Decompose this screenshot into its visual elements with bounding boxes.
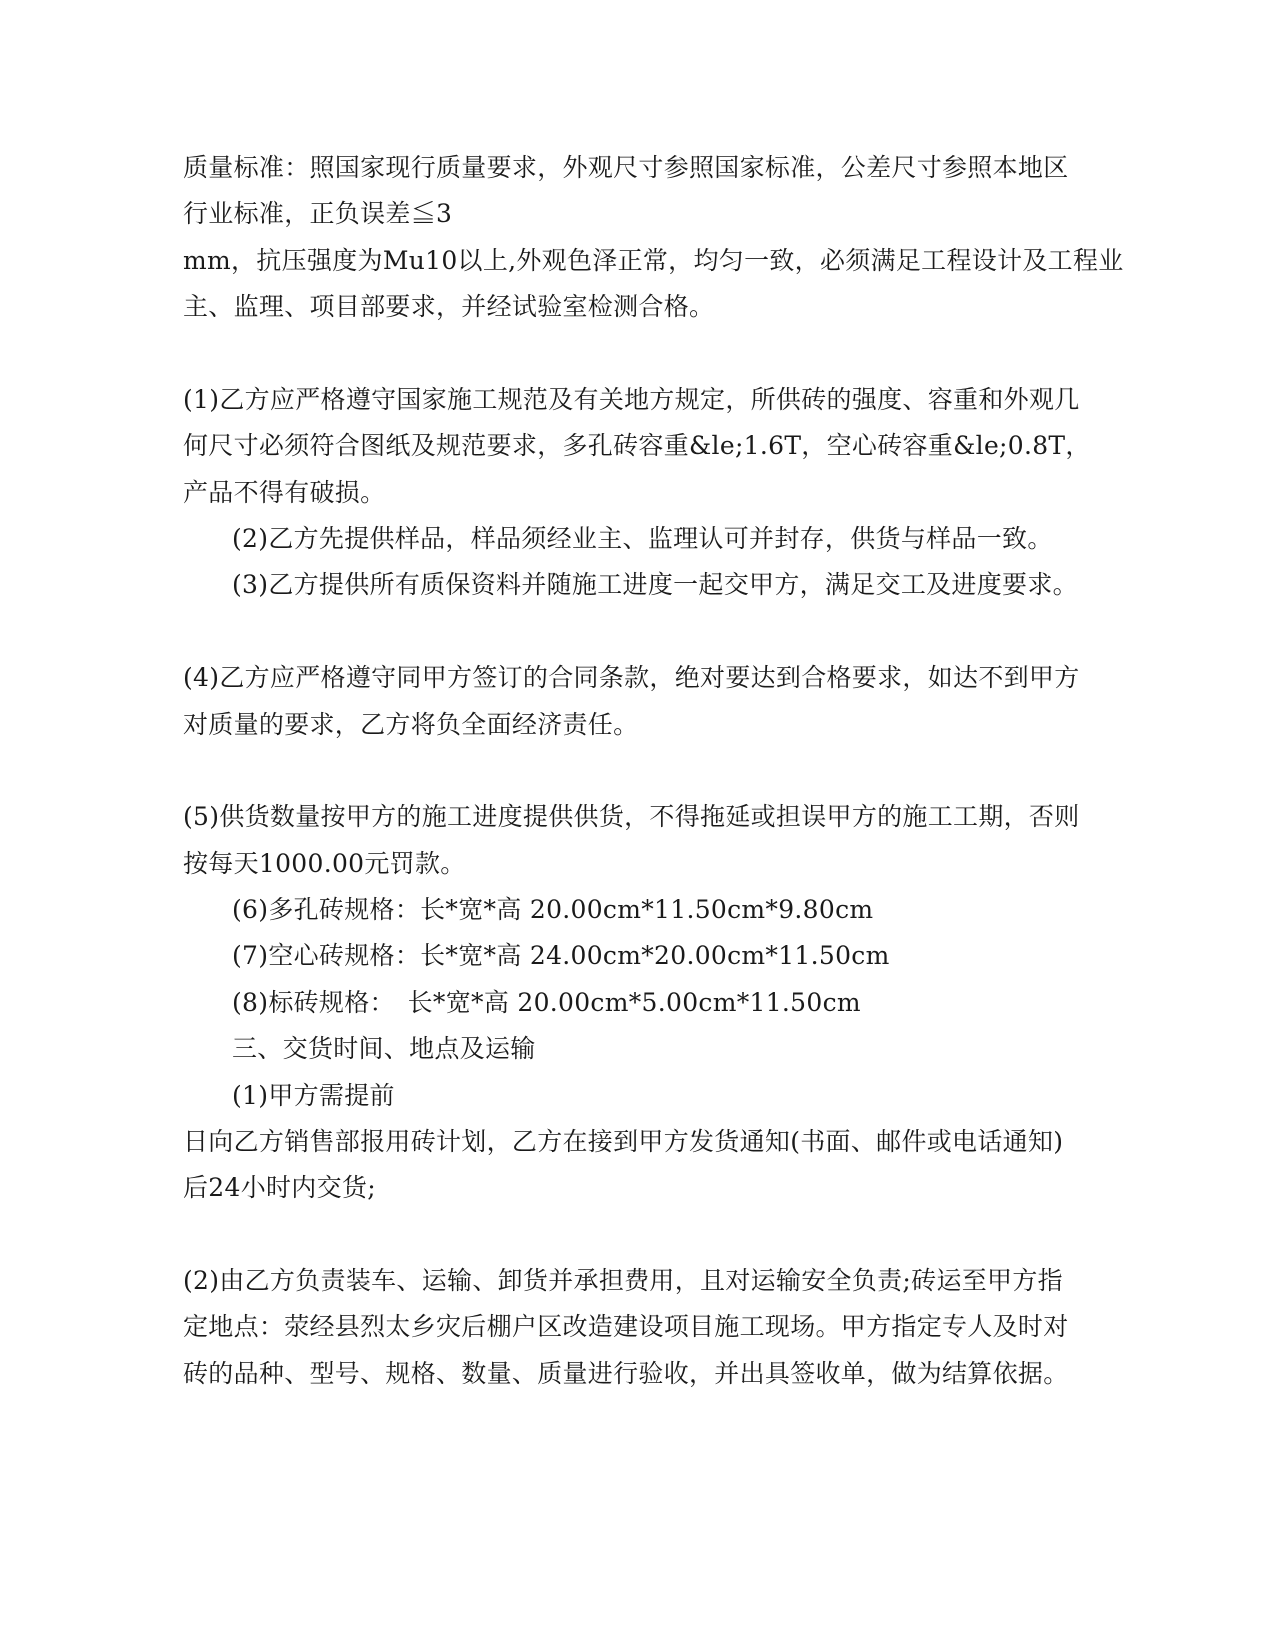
text-line: (8)标砖规格： 长*宽*高 20.00cm*5.00cm*11.50cm (232, 988, 861, 1017)
text-line: 何尺寸必须符合图纸及规范要求，多孔砖容重&le;1.6T，空心砖容重&le;0.8T， (183, 431, 1091, 460)
text-line: (2)乙方先提供样品，样品须经业主、监理认可并封存，供货与样品一致。 (232, 524, 1053, 553)
text-line: (7)空心砖规格：长*宽*高 24.00cm*20.00cm*11.50cm (232, 941, 890, 970)
text-line: 行业标准，正负误差≦3 (183, 199, 453, 228)
text-line: (5)供货数量按甲方的施工进度提供供货，不得拖延或担误甲方的施工工期，否则 (183, 802, 1080, 831)
text-line: (1)甲方需提前 (232, 1081, 395, 1110)
text-line: 定地点：荥经县烈太乡灾后棚户区改造建设项目施工现场。甲方指定专人及时对 (183, 1312, 1069, 1341)
text-line: (1)乙方应严格遵守国家施工规范及有关地方规定，所供砖的强度、容重和外观几 (183, 385, 1080, 414)
section-heading: 三、交货时间、地点及运输 (232, 1034, 536, 1063)
text-line: 主、监理、项目部要求，并经试验室检测合格。 (183, 292, 715, 321)
text-line: 质量标准：照国家现行质量要求，外观尺寸参照国家标准，公差尺寸参照本地区 (183, 153, 1069, 182)
text-line: 产品不得有破损。 (183, 478, 386, 507)
text-line: 砖的品种、型号、规格、数量、质量进行验收，并出具签收单，做为结算依据。 (183, 1359, 1069, 1388)
text-line: (4)乙方应严格遵守同甲方签订的合同条款，绝对要达到合格要求，如达不到甲方 (183, 663, 1080, 692)
text-line: (2)由乙方负责装车、运输、卸货并承担费用，且对运输安全负责;砖运至甲方指 (183, 1266, 1063, 1295)
text-line: mm，抗压强度为Mu10以上,外观色泽正常，均匀一致，必须满足工程设计及工程业 (183, 246, 1124, 275)
text-line: 日向乙方销售部报用砖计划，乙方在接到甲方发货通知(书面、邮件或电话通知) (183, 1127, 1064, 1156)
text-line: (6)多孔砖规格：长*宽*高 20.00cm*11.50cm*9.80cm (232, 895, 874, 924)
text-line: 按每天1000.00元罚款。 (183, 849, 466, 878)
text-line: 对质量的要求，乙方将负全面经济责任。 (183, 710, 639, 739)
text-line: (3)乙方提供所有质保资料并随施工进度一起交甲方，满足交工及进度要求。 (232, 570, 1078, 599)
text-line: 后24小时内交货; (183, 1173, 376, 1202)
